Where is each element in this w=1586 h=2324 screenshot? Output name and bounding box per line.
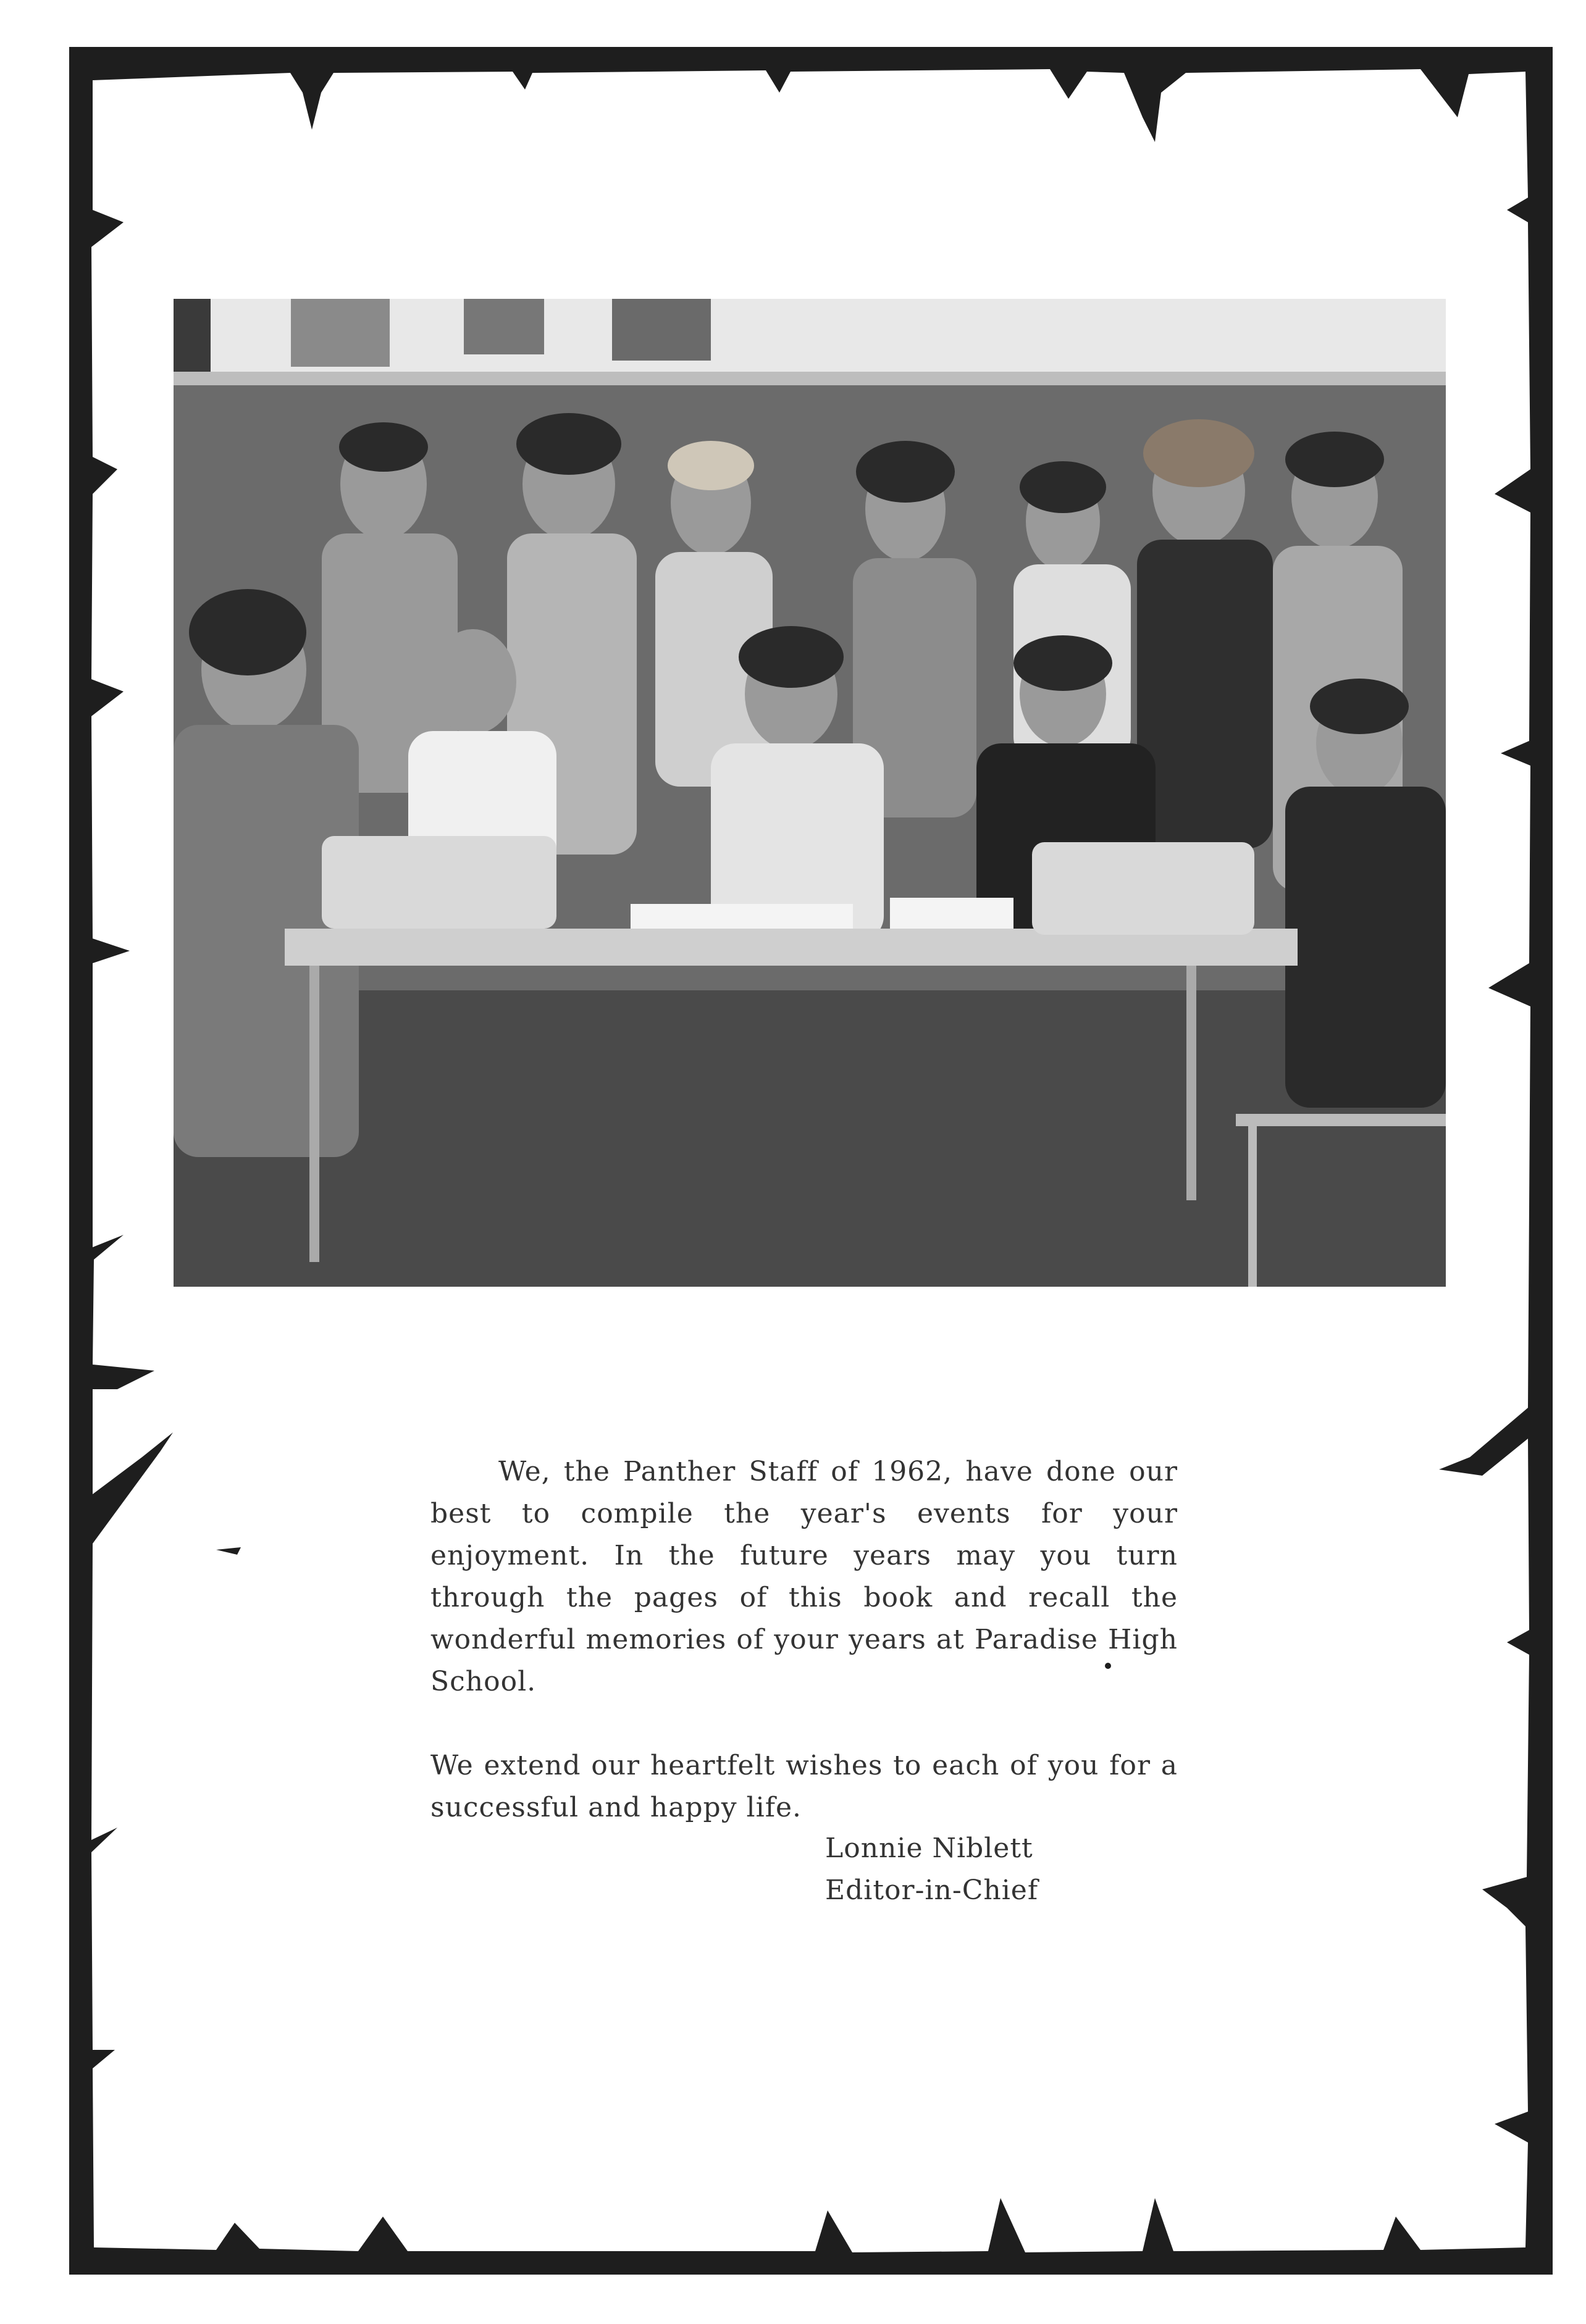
- group-photo-icon: [174, 299, 1446, 1287]
- staff-message: [430, 1451, 1178, 1829]
- staff-group-photo: [174, 299, 1446, 1287]
- message-paragraph-2: We extend our heartfelt wishes to each of you for a successful and happy life.: [430, 1750, 1178, 1823]
- signature-block: [825, 1828, 1038, 1912]
- message-paragraph-1: We, the Panther Staff of 1962, have done our best to compile the year's events for your enjoyment. In the future years may you turn through the pages of this book and recall the wonderful memories of your years at Paradise High School.: [430, 1456, 1178, 1697]
- signature-name: Lonnie Niblett: [825, 1833, 1033, 1864]
- signature-title: Editor-in-Chief: [825, 1875, 1039, 1906]
